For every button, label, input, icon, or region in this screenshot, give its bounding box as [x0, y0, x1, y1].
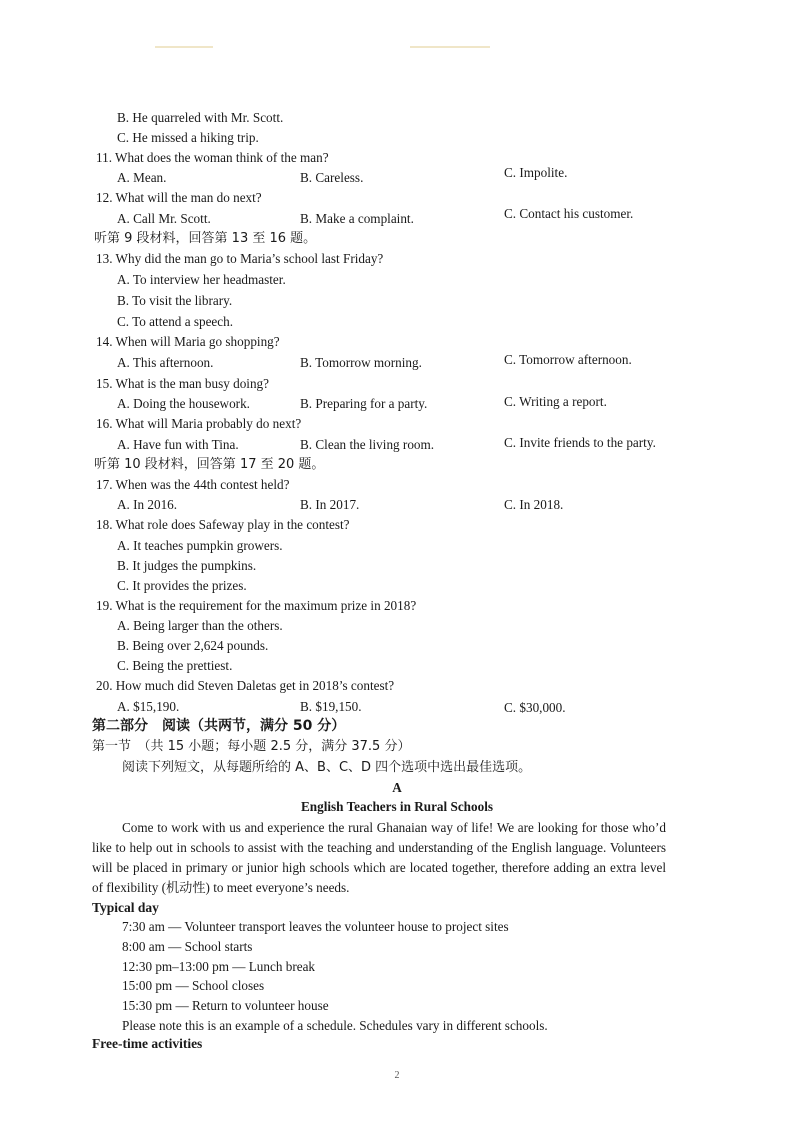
- q16-option-c: C. Invite friends to the party.: [504, 435, 656, 450]
- q16-question: 16. What will Maria probably do next?: [96, 416, 302, 431]
- q13-option-c: C. To attend a speech.: [117, 314, 234, 329]
- q12-option-a: A. Call Mr. Scott.: [117, 211, 211, 226]
- q16-option-b: B. Clean the living room.: [300, 437, 435, 452]
- q18-option-a: A. It teaches pumpkin growers.: [117, 538, 283, 553]
- schedule-item: 12:30 pm–13:00 pm — Lunch break: [122, 959, 316, 974]
- page-number: 2: [394, 1070, 400, 1081]
- q14-option-b: B. Tomorrow morning.: [300, 355, 422, 370]
- q11-question: 11. What does the woman think of the man?: [96, 150, 329, 165]
- q17-option-b: B. In 2017.: [300, 497, 360, 512]
- q10-option-b: B. He quarreled with Mr. Scott.: [117, 110, 284, 125]
- q17-option-c: C. In 2018.: [504, 497, 564, 512]
- q13-question: 13. Why did the man go to Maria’s school last Friday?: [96, 251, 384, 266]
- q19-option-a: A. Being larger than the others.: [117, 618, 283, 633]
- q15-option-c: C. Writing a report.: [504, 394, 607, 409]
- instruction-section-9: 听第 9 段材料，回答第 13 至 16 题。: [94, 231, 317, 246]
- q18-option-b: B. It judges the pumpkins.: [117, 558, 257, 573]
- q18-option-c: C. It provides the prizes.: [117, 578, 247, 593]
- q17-question: 17. When was the 44th contest held?: [96, 477, 290, 492]
- schedule-item: 15:30 pm — Return to volunteer house: [122, 998, 329, 1013]
- q20-question: 20. How much did Steven Daletas get in 2018’s contest?: [96, 678, 395, 693]
- reading-part-title: 第二部分 阅读（共两节，满分 50 分）: [92, 718, 346, 734]
- schedule-item: 15:00 pm — School closes: [122, 978, 265, 993]
- schedule-item: 8:00 am — School starts: [122, 939, 253, 954]
- q18-question: 18. What role does Safeway play in the contest?: [96, 517, 350, 532]
- q12-option-c: C. Contact his customer.: [504, 206, 634, 221]
- q11-option-b: B. Careless.: [300, 170, 364, 185]
- q17-option-a: A. In 2016.: [117, 497, 178, 512]
- q19-option-b: B. Being over 2,624 pounds.: [117, 638, 269, 653]
- reading-section-1: 第一节 （共 15 小题；每小题 2.5 分，满分 37.5 分）: [92, 739, 411, 754]
- q15-option-a: A. Doing the housework.: [117, 396, 250, 411]
- q20-option-a: A. $15,190.: [117, 699, 180, 714]
- q14-option-a: A. This afternoon.: [117, 355, 214, 370]
- instruction-section-10: 听第 10 段材料，回答第 17 至 20 题。: [94, 457, 325, 472]
- q14-option-c: C. Tomorrow afternoon.: [504, 352, 632, 367]
- q19-option-c: C. Being the prettiest.: [117, 658, 233, 673]
- q11-option-a: A. Mean.: [117, 170, 167, 185]
- schedule-note: Please note this is an example of a schedule. Schedules vary in different schools.: [122, 1018, 548, 1033]
- q13-option-a: A. To interview her headmaster.: [117, 272, 286, 287]
- schedule-item: 7:30 am — Volunteer transport leaves the volunteer house to project sites: [122, 919, 509, 934]
- q13-option-b: B. To visit the library.: [117, 293, 233, 308]
- q19-question: 19. What is the requirement for the maximum prize in 2018?: [96, 598, 417, 613]
- q12-question: 12. What will the man do next?: [96, 190, 262, 205]
- top-decoration-right: [410, 46, 490, 48]
- q20-option-b: B. $19,150.: [300, 699, 362, 714]
- q15-option-b: B. Preparing for a party.: [300, 396, 428, 411]
- q16-option-a: A. Have fun with Tina.: [117, 437, 239, 452]
- passage-title: English Teachers in Rural Schools: [301, 799, 493, 814]
- free-time-heading: Free-time activities: [92, 1036, 203, 1051]
- q11-option-c: C. Impolite.: [504, 165, 568, 180]
- passage-intro: Come to work with us and experience the rural Ghanaian way of life! We are looking for those who’d like to help out in schools to assist with the teaching and understanding of the English language. Volunteers will be placed in primary or junior high schools which are located together, therefore adding an extra level of flexibility (机动性) to meet everyone’s needs.: [92, 820, 666, 895]
- q10-option-c: C. He missed a hiking trip.: [117, 130, 259, 145]
- q20-option-c: C. $30,000.: [504, 700, 566, 715]
- top-decoration-left: [155, 46, 213, 48]
- q12-option-b: B. Make a complaint.: [300, 211, 414, 226]
- q15-question: 15. What is the man busy doing?: [96, 376, 270, 391]
- reading-instruction: 阅读下列短文，从每题所给的 A、B、C、D 四个选项中选出最佳选项。: [122, 760, 532, 775]
- passage-letter: A: [392, 780, 402, 795]
- typical-day-heading: Typical day: [92, 900, 159, 915]
- q14-question: 14. When will Maria go shopping?: [96, 334, 280, 349]
